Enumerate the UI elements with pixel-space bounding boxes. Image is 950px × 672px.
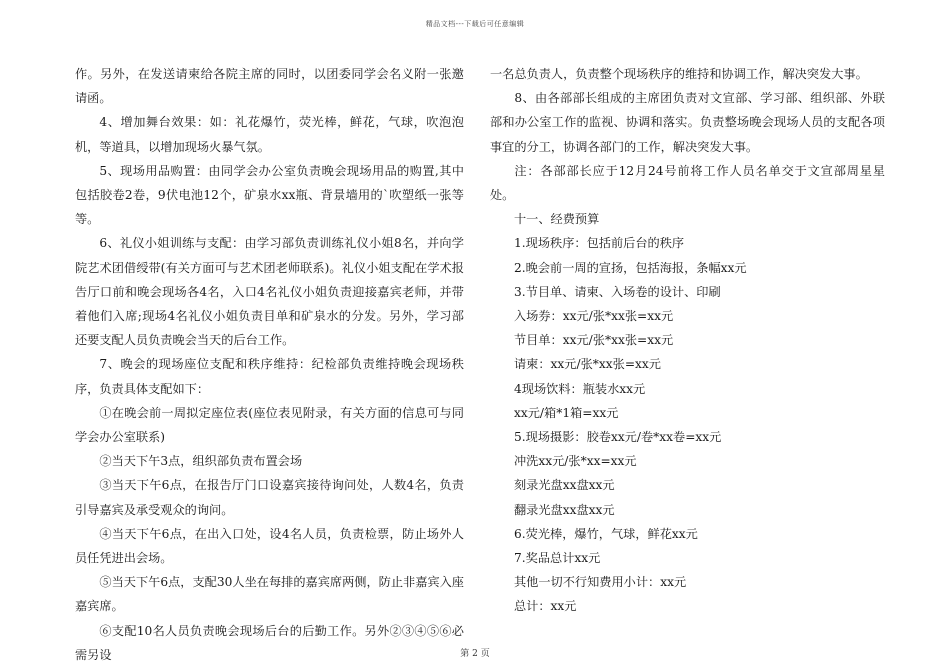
budget-item: 其他一切不行知费用小计：xx元 xyxy=(514,575,687,590)
paragraph: 8、由各部部长组成的主席团负责对文宣部、学习部、组织部、外联部和办公室工作的监视、协调和落实。负责整场晚会现场人员的支配各项事宜的分工，协调各部门的工作，解决突发大事。 xyxy=(490,91,885,154)
budget-item: 5.现场摄影：胶卷xx元/卷*xx卷=xx元 xyxy=(514,430,722,445)
budget-item: xx元/箱*1箱=xx元 xyxy=(514,405,619,420)
paragraph: 6、礼仪小姐训练与支配：由学习部负责训练礼仪小姐8名，并向学院艺术团借绶带(有关方面可与艺术团老师联系)。礼仪小姐支配在学术报告厅口前和晚会现场各4名，入口4名礼仪小姐负责迎接嘉宾老师，并带着他们入席;现场4名礼仪小姐负责目单和矿泉水的分发。另外，学习部还要支配人员负责晚会当天的后台工作。 xyxy=(75,236,464,348)
paragraph: 7、晚会的现场座位支配和秩序维持：纪检部负责维持晚会现场秩序，负责具体支配如下： xyxy=(75,357,464,396)
left-column xyxy=(75,62,464,667)
budget-item: 刻录光盘xx盘xx元 xyxy=(514,478,615,493)
paragraph: 4、增加舞台效果：如：礼花爆竹，荧光棒，鲜花，气球，吹泡泡机，等道具，以增加现场火暴气氛。 xyxy=(75,115,464,154)
page-number: 第 2 页 xyxy=(460,649,490,659)
budget-item: 7.奖品总计xx元 xyxy=(514,551,601,566)
budget-item: 6.荧光棒，爆竹，气球，鲜花xx元 xyxy=(514,526,698,541)
budget-item: 入场券：xx元/张*xx张=xx元 xyxy=(514,309,674,324)
paragraph: 一名总负责人，负责整个现场秩序的维持和协调工作，解决突发大事。 xyxy=(490,67,868,81)
paragraph: ①在晚会前一周拟定座位表(座位表见附录，有关方面的信息可与同学会办公室联系) xyxy=(75,405,464,445)
paragraph: 5、现场用品购置：由同学会办公室负责晚会现场用品的购置,其中包括胶卷2卷，9伏电池12个，矿泉水xx瓶、背景墙用的`吹塑纸一张等等。 xyxy=(75,163,464,227)
paragraph: ②当天下午3点，组织部负责布置会场 xyxy=(99,454,303,469)
paragraph: ⑤当天下午6点，支配30人坐在每排的嘉宾席两侧，防止非嘉宾入座嘉宾席。 xyxy=(75,575,464,614)
budget-total: 总计：xx元 xyxy=(514,599,577,614)
section-heading: 十一、经费预算 xyxy=(514,212,600,227)
budget-item: 4现场饮料：瓶装水xx元 xyxy=(514,381,646,396)
paragraph: 注：各部部长应于12月24号前将工作人员名单交于文宣部周星星处。 xyxy=(490,163,885,203)
paragraph: ③当天下午6点，在报告厅门口设嘉宾接待询问处，人数4名，负责引导嘉宾及承受观众的询问。 xyxy=(75,478,464,517)
paragraph: ⑥支配10名人员负责晚会现场后台的后勤工作。另外②③④⑤⑥必需另设 xyxy=(75,623,464,662)
budget-item: 2.晚会前一周的宣扬，包括海报，条幅xx元 xyxy=(514,260,747,275)
budget-item: 翻录光盘xx盘xx元 xyxy=(514,502,615,517)
budget-item: 1.现场秩序：包括前后台的秩序 xyxy=(514,236,685,251)
paragraph: 作。另外，在发送请柬给各院主席的同时，以团委同学会名义附一张邀请函。 xyxy=(75,67,464,106)
budget-item: 3.节目单、请柬、入场卷的设计、印刷 xyxy=(514,284,721,299)
budget-item: 节目单：xx元/张*xx张=xx元 xyxy=(514,333,674,348)
right-column xyxy=(490,62,885,619)
paragraph: ④当天下午6点，在出入口处，设4名人员，负责检票，防止场外人员任凭进出会场。 xyxy=(75,526,464,566)
budget-item: 请柬：xx元/张*xx张=xx元 xyxy=(514,357,661,372)
page-header: 精品文档---下载后可任意编辑 xyxy=(425,20,525,28)
budget-item: 冲洗xx元/张*xx=xx元 xyxy=(514,454,637,469)
